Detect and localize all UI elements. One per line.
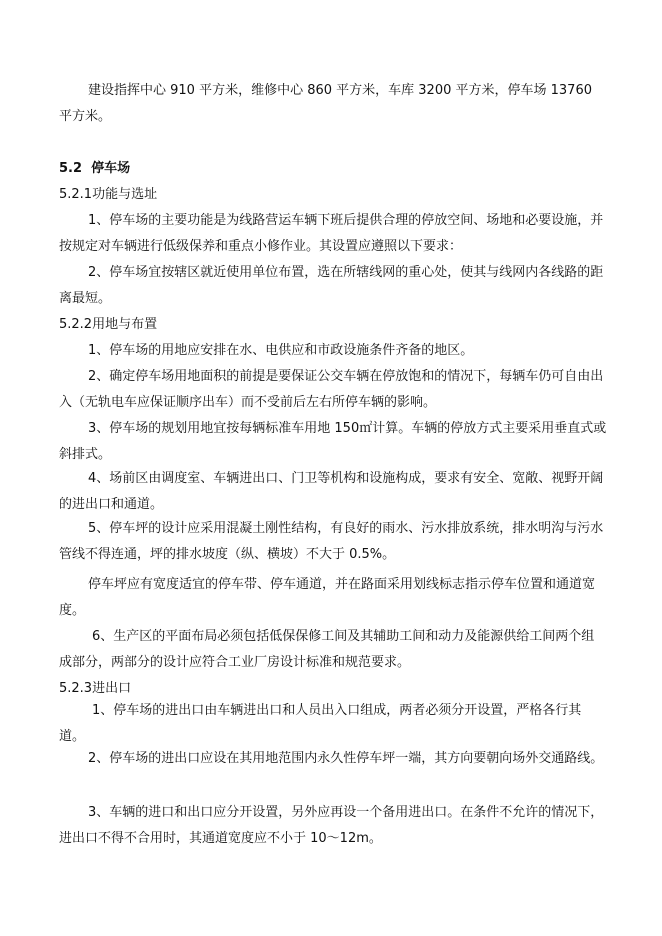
subsection-title-523: 5.2.3进出口: [59, 681, 132, 696]
paragraph-522-7: 6、生产区的平面布局必须包括低保保修工间及其辅助工间和动力及能源供给工间两个组成部分，两部分的设计应符合工业厂房设计标准和规范要求。: [59, 629, 595, 670]
subsection-title-521: 5.2.1功能与选址: [59, 187, 158, 202]
paragraph-522-1: 1、停车场的用地应安排在水、电供应和市政设施条件齐备的地区。: [88, 343, 474, 358]
section-title: 停车场: [91, 161, 131, 176]
section-number: 5.2: [59, 161, 83, 176]
subsection-title-522: 5.2.2用地与布置: [59, 317, 158, 332]
paragraph-521-1: 1、停车场的主要功能是为线路营运车辆下班后提供合理的停放空间、场地和必要设施，并按规定对车辆进行低级保养和重点小修作业。其设置应遵照以下要求：: [59, 213, 604, 254]
paragraph-522-5: 5、停车坪的设计应采用混凝土刚性结构，有良好的雨水、污水排放系统，排水明沟与污水管线不得连通，坪的排水坡度（纵、横坡）不大于 0.5%。: [59, 521, 604, 562]
paragraph-523-1: 1、停车场的进出口由车辆进出口和人员出入口组成，两者必须分开设置，严格各行其道。: [59, 703, 582, 744]
paragraph-522-4: 4、场前区由调度室、车辆进出口、门卫等机构和设施构成，要求有安全、宽敞、视野开阔的进出口和通道。: [59, 471, 604, 512]
paragraph-523-2: 2、停车场的进出口应设在其用地范围内永久性停车坪一端，其方向要朝向场外交通路线。: [88, 751, 604, 766]
section-heading: [59, 156, 130, 182]
paragraph-522-6: 停车坪应有宽度适宜的停车带、停车通道，并在路面采用划线标志指示停车位置和通道宽度。: [59, 577, 596, 618]
paragraph-522-2: 2、确定停车场用地面积的前提是要保证公交车辆在停放饱和的情况下，每辆车仍可自由出入（无轨电车应保证顺序出车）而不受前后左右所停车辆的影响。: [59, 369, 604, 410]
paragraph-521-2: 2、停车场宜按辖区就近使用单位布置，选在所辖线网的重心处，使其与线网内各线路的距离最短。: [59, 265, 604, 306]
paragraph-523-3: 3、车辆的进口和出口应分开设置，另外应再设一个备用进出口。在条件不允许的情况下，进出口不得不合用时，其通道宽度应不小于 10～12m。: [59, 805, 604, 846]
paragraph-522-3: 3、停车场的规划用地宜按每辆标准车用地 150㎡计算。车辆的停放方式主要采用垂直式或斜排式。: [59, 421, 607, 462]
intro-paragraph: 建设指挥中心 910 平方米，维修中心 860 平方米，车库 3200 平方米，停车场 13760 平方米。: [59, 83, 592, 124]
